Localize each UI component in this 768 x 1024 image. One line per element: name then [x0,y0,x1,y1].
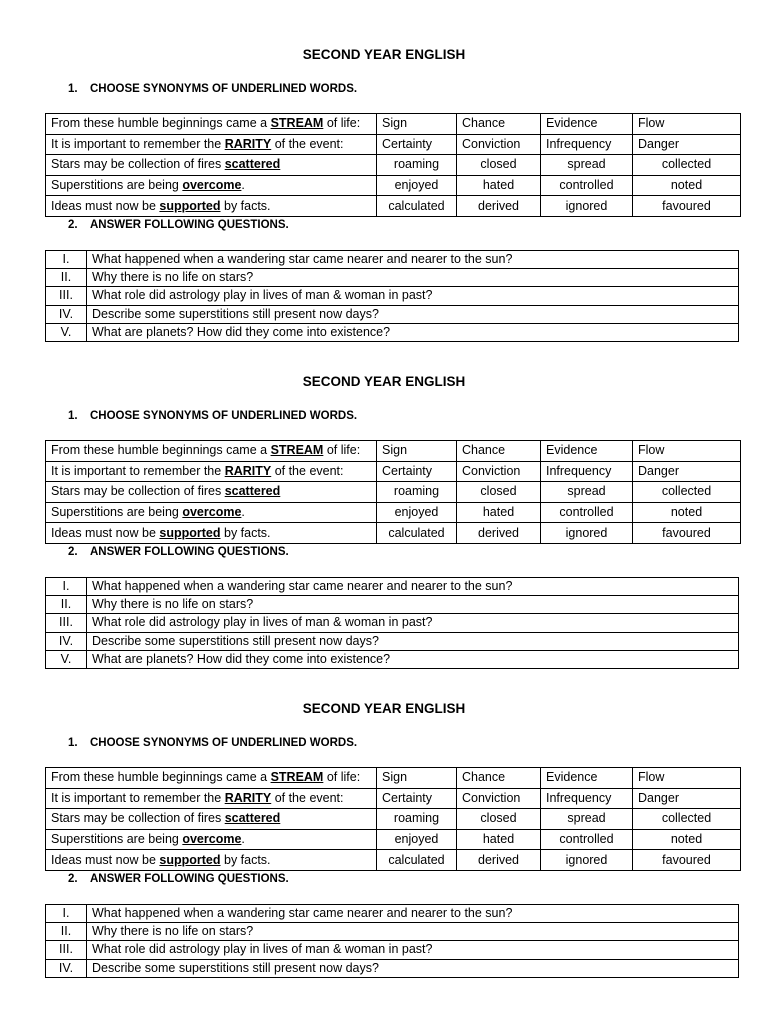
heading-text: CHOOSE SYNONYMS OF UNDERLINED WORDS. [90,737,358,749]
option-cell: enjoyed [377,175,457,196]
synonym-row [46,175,741,196]
option-cell: enjoyed [377,502,457,523]
underlined-word: overcome [182,832,242,847]
option-cell: hated [457,175,541,196]
underlined-word: supported [159,525,221,540]
question-number: III. [46,941,87,959]
heading-text: CHOOSE SYNONYMS OF UNDERLINED WORDS. [90,410,358,422]
option-cell: roaming [377,482,457,503]
underlined-word: RARITY [224,136,272,151]
underlined-word: STREAM [270,116,324,131]
questions-table [45,250,739,342]
option-cell: roaming [377,809,457,830]
sentence-cell [46,523,377,544]
underlined-word: scattered [224,484,281,499]
question-row [46,632,739,650]
option-cell: calculated [377,196,457,217]
option-cell: Evidence [541,441,633,462]
synonym-row [46,482,741,503]
question-row [46,923,739,941]
heading-number: 2. [68,546,78,558]
sentence-pre: Ideas must now be [51,525,160,540]
sentence-cell [46,768,377,789]
question-row [46,287,739,305]
question-text: Why there is no life on stars? [87,269,739,287]
question-number: II. [46,923,87,941]
heading-number: 2. [68,219,78,231]
option-cell: Conviction [457,788,541,809]
question-number: V. [46,323,87,341]
sentence-post: by facts. [220,198,271,213]
question-text: What role did astrology play in lives of man & woman in past? [87,614,739,632]
question-text: What happened when a wandering star came nearer and nearer to the sun? [87,251,739,269]
question-text: What happened when a wandering star came nearer and nearer to the sun? [87,578,739,596]
synonym-row [46,461,741,482]
option-cell: noted [633,829,741,850]
sentence-cell [46,829,377,850]
sentence-cell [46,196,377,217]
section-heading-questions [68,546,289,558]
option-cell: Chance [457,768,541,789]
sentence-cell [46,788,377,809]
section-heading-synonyms [68,83,357,95]
sentence-pre: From these humble beginnings came a [51,770,271,785]
question-text: What role did astrology play in lives of man & woman in past? [87,287,739,305]
sentence-post: . [241,505,245,520]
question-row [46,905,739,923]
sentence-post: of the event: [271,463,344,478]
option-cell: closed [457,482,541,503]
section-heading-questions [68,873,289,885]
question-row [46,596,739,614]
sentence-pre: Ideas must now be [51,852,160,867]
underlined-word: RARITY [224,463,272,478]
heading-number: 1. [68,737,78,749]
option-cell: collected [633,155,741,176]
question-text: Why there is no life on stars? [87,923,739,941]
sentence-post: . [241,178,245,193]
synonym-row [46,502,741,523]
sentence-pre: It is important to remember the [51,136,225,151]
option-cell: Sign [377,114,457,135]
page-title: SECOND YEAR ENGLISH [302,374,466,389]
sentence-post: of the event: [271,790,344,805]
question-row [46,251,739,269]
option-cell: Certainty [377,134,457,155]
underlined-word: STREAM [270,443,324,458]
sentence-cell [46,441,377,462]
option-cell: Sign [377,441,457,462]
option-cell: ignored [541,196,633,217]
sentence-pre: From these humble beginnings came a [51,443,271,458]
synonym-row [46,134,741,155]
option-cell: Danger [633,134,741,155]
question-row [46,323,739,341]
question-number: IV. [46,959,87,977]
option-cell: Flow [633,114,741,135]
option-cell: calculated [377,523,457,544]
option-cell: collected [633,809,741,830]
section-heading-questions [68,219,289,231]
option-cell: Infrequency [541,461,633,482]
option-cell: Infrequency [541,134,633,155]
synonym-row [46,829,741,850]
page-title: SECOND YEAR ENGLISH [302,47,466,62]
sentence-pre: Stars may be collection of fires [51,484,225,499]
sentence-pre: Superstitions are being [51,832,183,847]
option-cell: spread [541,482,633,503]
sentence-cell [46,175,377,196]
question-row [46,578,739,596]
page-title: SECOND YEAR ENGLISH [302,701,466,716]
option-cell: roaming [377,155,457,176]
question-row [46,941,739,959]
sentence-pre: Superstitions are being [51,505,183,520]
option-cell: hated [457,829,541,850]
question-row [46,614,739,632]
option-cell: Chance [457,114,541,135]
question-row [46,305,739,323]
option-cell: Evidence [541,768,633,789]
synonym-row [46,850,741,871]
question-number: II. [46,596,87,614]
sentence-cell [46,502,377,523]
synonym-row [46,809,741,830]
option-cell: Infrequency [541,788,633,809]
question-text: Describe some superstitions still present now days? [87,632,739,650]
questions-table [45,577,739,669]
question-text: What role did astrology play in lives of man & woman in past? [87,941,739,959]
question-number: I. [46,251,87,269]
sentence-post: by facts. [220,525,271,540]
question-text: What are planets? How did they come into existence? [87,650,739,668]
sentence-pre: From these humble beginnings came a [51,116,271,131]
option-cell: Conviction [457,461,541,482]
option-cell: Flow [633,768,741,789]
synonyms-table [45,113,741,217]
question-row [46,959,739,977]
heading-text: ANSWER FOLLOWING QUESTIONS. [90,219,289,231]
sentence-post: of life: [323,116,361,131]
option-cell: hated [457,502,541,523]
synonym-row [46,196,741,217]
option-cell: Sign [377,768,457,789]
option-cell: Certainty [377,788,457,809]
question-number: III. [46,614,87,632]
option-cell: favoured [633,850,741,871]
sentence-pre: Ideas must now be [51,198,160,213]
option-cell: Danger [633,788,741,809]
synonym-row [46,155,741,176]
question-number: V. [46,650,87,668]
synonym-row [46,114,741,135]
heading-text: CHOOSE SYNONYMS OF UNDERLINED WORDS. [90,83,358,95]
question-number: IV. [46,632,87,650]
sentence-cell [46,134,377,155]
underlined-word: overcome [182,178,242,193]
question-text: Describe some superstitions still present now days? [87,305,739,323]
sentence-post: of the event: [271,136,344,151]
question-text: Describe some superstitions still present now days? [87,959,739,977]
underlined-word: supported [159,852,221,867]
sentence-cell [46,850,377,871]
question-number: IV. [46,305,87,323]
sentence-pre: Stars may be collection of fires [51,157,225,172]
question-row [46,650,739,668]
option-cell: controlled [541,502,633,523]
option-cell: collected [633,482,741,503]
option-cell: derived [457,523,541,544]
heading-text: ANSWER FOLLOWING QUESTIONS. [90,873,289,885]
sentence-post: of life: [323,770,361,785]
heading-number: 1. [68,410,78,422]
underlined-word: STREAM [270,770,324,785]
option-cell: Chance [457,441,541,462]
section-heading-synonyms [68,410,357,422]
option-cell: favoured [633,523,741,544]
underlined-word: RARITY [224,790,272,805]
option-cell: closed [457,809,541,830]
option-cell: enjoyed [377,829,457,850]
sentence-pre: It is important to remember the [51,790,225,805]
question-row [46,269,739,287]
sentence-cell [46,482,377,503]
question-text: Why there is no life on stars? [87,596,739,614]
heading-number: 2. [68,873,78,885]
sentence-post: . [241,832,245,847]
questions-table [45,904,739,978]
synonyms-table [45,767,741,871]
question-number: I. [46,905,87,923]
option-cell: noted [633,502,741,523]
underlined-word: scattered [224,157,281,172]
option-cell: controlled [541,175,633,196]
sentence-pre: It is important to remember the [51,463,225,478]
question-text: What happened when a wandering star came nearer and nearer to the sun? [87,905,739,923]
option-cell: ignored [541,523,633,544]
synonym-row [46,523,741,544]
option-cell: Flow [633,441,741,462]
option-cell: derived [457,850,541,871]
synonym-row [46,441,741,462]
option-cell: ignored [541,850,633,871]
sentence-cell [46,461,377,482]
sentence-cell [46,114,377,135]
sentence-pre: Stars may be collection of fires [51,811,225,826]
option-cell: Evidence [541,114,633,135]
option-cell: Conviction [457,134,541,155]
option-cell: spread [541,809,633,830]
option-cell: favoured [633,196,741,217]
heading-text: ANSWER FOLLOWING QUESTIONS. [90,546,289,558]
option-cell: closed [457,155,541,176]
synonyms-table [45,440,741,544]
synonym-row [46,788,741,809]
option-cell: Certainty [377,461,457,482]
section-heading-synonyms [68,737,357,749]
option-cell: Danger [633,461,741,482]
question-number: II. [46,269,87,287]
option-cell: calculated [377,850,457,871]
underlined-word: supported [159,198,221,213]
option-cell: spread [541,155,633,176]
option-cell: derived [457,196,541,217]
question-number: III. [46,287,87,305]
synonym-row [46,768,741,789]
heading-number: 1. [68,83,78,95]
sentence-cell [46,809,377,830]
sentence-post: by facts. [220,852,271,867]
option-cell: controlled [541,829,633,850]
option-cell: noted [633,175,741,196]
question-text: What are planets? How did they come into existence? [87,323,739,341]
sentence-cell [46,155,377,176]
underlined-word: overcome [182,505,242,520]
underlined-word: scattered [224,811,281,826]
question-number: I. [46,578,87,596]
sentence-pre: Superstitions are being [51,178,183,193]
sentence-post: of life: [323,443,361,458]
